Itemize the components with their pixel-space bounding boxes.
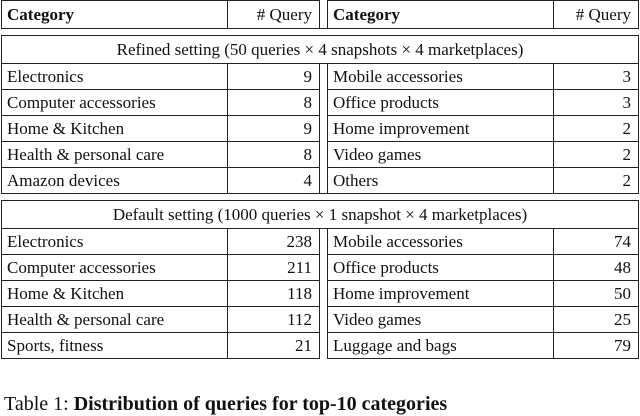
caption-bold: Distribution of queries for top-10 categories (73, 393, 448, 415)
right-query-count-cell: 48 (554, 255, 639, 281)
left-category-cell: Health & personal care (2, 307, 228, 333)
right-category-cell: Office products (328, 90, 554, 116)
right-query-count-cell: 2 (554, 168, 639, 194)
right-query-count-cell: 2 (554, 142, 639, 168)
column-gap (320, 1, 328, 29)
left-category-cell: Home & Kitchen (2, 116, 228, 142)
right-query-count-cell: 50 (554, 281, 639, 307)
section-spacer-cell (2, 29, 639, 36)
category-distribution-table (1, 0, 639, 359)
right-query-count-cell: 3 (554, 64, 639, 90)
table-row (2, 255, 639, 281)
right-category-cell: Luggage and bags (328, 333, 554, 359)
right-query-count-cell: 79 (554, 333, 639, 359)
column-gap (320, 307, 328, 333)
section-title: Default setting (1000 queries × 1 snapshot × 4 marketplaces) (2, 201, 639, 229)
left-query-count-cell: 112 (228, 307, 320, 333)
table-row (2, 307, 639, 333)
table-row (2, 229, 639, 255)
right-category-cell: Mobile accessories (328, 229, 554, 255)
right-query-count-cell: 3 (554, 90, 639, 116)
left-query-count-cell: 9 (228, 64, 320, 90)
header-right-query: # Query (554, 1, 639, 29)
left-query-count-cell: 118 (228, 281, 320, 307)
section-title: Refined setting (50 queries × 4 snapshots × 4 marketplaces) (2, 36, 639, 64)
section-title-row (2, 36, 639, 64)
column-gap (320, 229, 328, 255)
table-row (2, 168, 639, 194)
column-gap (320, 168, 328, 194)
left-category-cell: Electronics (2, 64, 228, 90)
table-caption (4, 393, 447, 416)
section-spacer-cell (2, 194, 639, 201)
right-category-cell: Others (328, 168, 554, 194)
right-query-count-cell: 74 (554, 229, 639, 255)
header-left-query: # Query (228, 1, 320, 29)
right-category-cell: Office products (328, 255, 554, 281)
column-gap (320, 90, 328, 116)
left-query-count-cell: 4 (228, 168, 320, 194)
right-category-cell: Home improvement (328, 116, 554, 142)
caption-prefix: Table 1: (4, 393, 74, 415)
right-query-count-cell: 2 (554, 116, 639, 142)
left-category-cell: Home & Kitchen (2, 281, 228, 307)
header-right-category: Category (328, 1, 554, 29)
table-header-row (2, 1, 639, 29)
section-spacer (2, 194, 639, 201)
left-query-count-cell: 211 (228, 255, 320, 281)
table-row (2, 64, 639, 90)
right-category-cell: Home improvement (328, 281, 554, 307)
left-category-cell: Amazon devices (2, 168, 228, 194)
left-category-cell: Sports, fitness (2, 333, 228, 359)
column-gap (320, 281, 328, 307)
table-row (2, 90, 639, 116)
left-category-cell: Health & personal care (2, 142, 228, 168)
table-row (2, 116, 639, 142)
left-category-cell: Computer accessories (2, 90, 228, 116)
left-query-count-cell: 238 (228, 229, 320, 255)
section-spacer (2, 29, 639, 36)
column-gap (320, 255, 328, 281)
right-category-cell: Video games (328, 142, 554, 168)
column-gap (320, 333, 328, 359)
right-category-cell: Video games (328, 307, 554, 333)
table-row (2, 333, 639, 359)
table-row (2, 281, 639, 307)
column-gap (320, 142, 328, 168)
column-gap (320, 64, 328, 90)
left-category-cell: Electronics (2, 229, 228, 255)
header-left-category: Category (2, 1, 228, 29)
left-query-count-cell: 21 (228, 333, 320, 359)
section-title-row (2, 201, 639, 229)
left-query-count-cell: 9 (228, 116, 320, 142)
right-category-cell: Mobile accessories (328, 64, 554, 90)
left-query-count-cell: 8 (228, 90, 320, 116)
left-query-count-cell: 8 (228, 142, 320, 168)
right-query-count-cell: 25 (554, 307, 639, 333)
column-gap (320, 116, 328, 142)
left-category-cell: Computer accessories (2, 255, 228, 281)
table-row (2, 142, 639, 168)
